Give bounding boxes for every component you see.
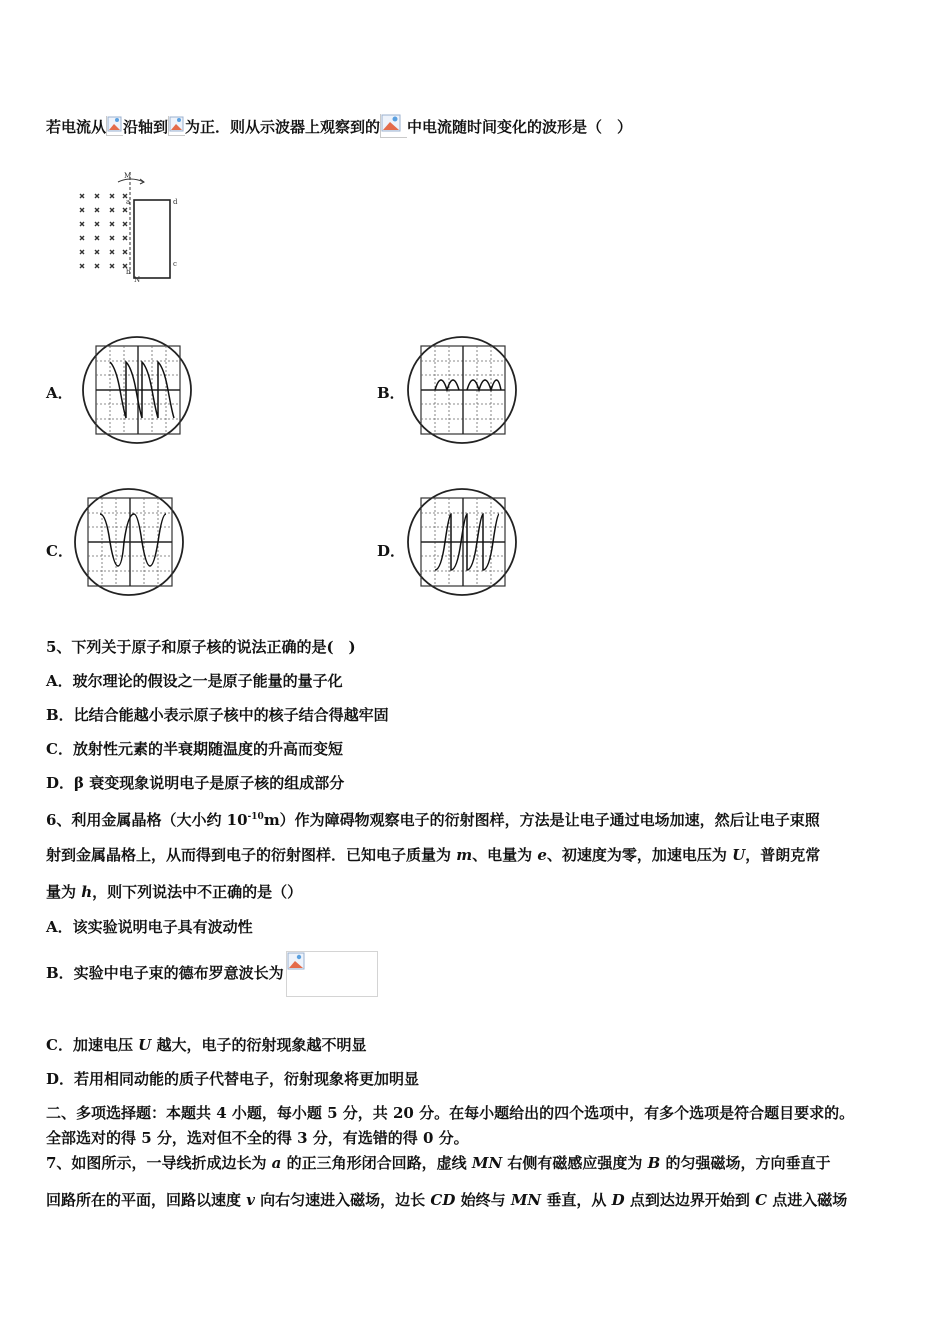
q5-stem: 5、下列关于原子和原子核的说法正确的是( ) <box>46 638 356 656</box>
option-a-label[interactable]: A． <box>46 384 73 402</box>
q7-stem-line-1: 7、如图所示，一导线折成边长为 a 的正三角形闭合回路，虚线 MN 右侧有磁感应强度为 B 的匀强磁场，方向垂直于 <box>46 1154 831 1172</box>
q6-option-d[interactable]: D．若用相同动能的质子代替电子，衍射现象将更加明显 <box>46 1070 420 1088</box>
label-n: N <box>134 276 141 284</box>
broken-formula-image <box>286 951 378 997</box>
oscilloscope-a[interactable] <box>80 334 196 446</box>
q6-stem-line-2: 射到金属晶格上，从而得到电子的衍射图样．已知电子质量为 m、电量为 e、初速度为零，加速电压为 U，普朗克常 <box>46 846 821 864</box>
q4-intro-line: 若电流从 沿轴到 为正．则从示波器上观察到的 中电流随时间变化的波形是（ ） <box>46 114 632 138</box>
q6-stem-line-1: 6、利用金属晶格（大小约 $10^{-10}m$）作为障碍物观察电子的衍射图样，方法是让电子通过电场加速，然后让电子束照 <box>46 811 820 829</box>
q5-option-b[interactable]: B．比结合能越小表示原子核中的核子结合得越牢固 <box>46 706 389 724</box>
option-c-label[interactable]: C． <box>46 542 73 560</box>
q5-option-a[interactable]: A．玻尔理论的假设之一是原子能量的量子化 <box>46 672 343 690</box>
oscilloscope-c[interactable] <box>72 486 188 598</box>
label-b: b <box>126 268 131 276</box>
broken-image-icon <box>106 116 123 136</box>
label-d: d <box>173 198 178 206</box>
label-a: a <box>126 198 131 206</box>
option-b-label[interactable]: B． <box>377 384 405 402</box>
coil-in-field-figure <box>70 170 190 290</box>
q6-option-b[interactable]: B．实验中电子束的德布罗意波长为 <box>46 950 378 997</box>
label-c: c <box>173 260 177 268</box>
oscilloscope-b[interactable] <box>405 334 521 446</box>
option-d-label[interactable]: D． <box>377 542 406 560</box>
q6-option-c[interactable]: C．加速电压 U 越大，电子的衍射现象越不明显 <box>46 1036 367 1054</box>
q6-stem-line-3: 量为 h，则下列说法中不正确的是（） <box>46 883 303 901</box>
q6-option-a[interactable]: A．该实验说明电子具有波动性 <box>46 918 253 936</box>
field-crosses <box>80 194 127 268</box>
broken-image-icon <box>380 114 407 138</box>
q5-option-c[interactable]: C．放射性元素的半衰期随温度的升高而变短 <box>46 740 343 758</box>
section2-line-1: 二、多项选择题：本题共 4 小题，每小题 5 分，共 20 分。在每小题给出的四个选项中，有多个选项是符合题目要求的。 <box>46 1104 855 1122</box>
coil <box>134 200 170 278</box>
broken-image-icon <box>168 116 185 136</box>
oscilloscope-d[interactable] <box>405 486 521 598</box>
label-m: M <box>124 172 132 180</box>
q7-stem-line-2: 回路所在的平面，回路以速度 v 向右匀速进入磁场，边长 CD 始终与 MN 垂直，从 D 点到达边界开始到 C 点进入磁场 <box>46 1191 848 1209</box>
q5-option-d[interactable]: D．β 衰变现象说明电子是原子核的组成部分 <box>46 774 345 792</box>
section2-line-2: 全部选对的得 5 分，选对但不全的得 3 分，有选错的得 0 分。 <box>46 1129 469 1147</box>
